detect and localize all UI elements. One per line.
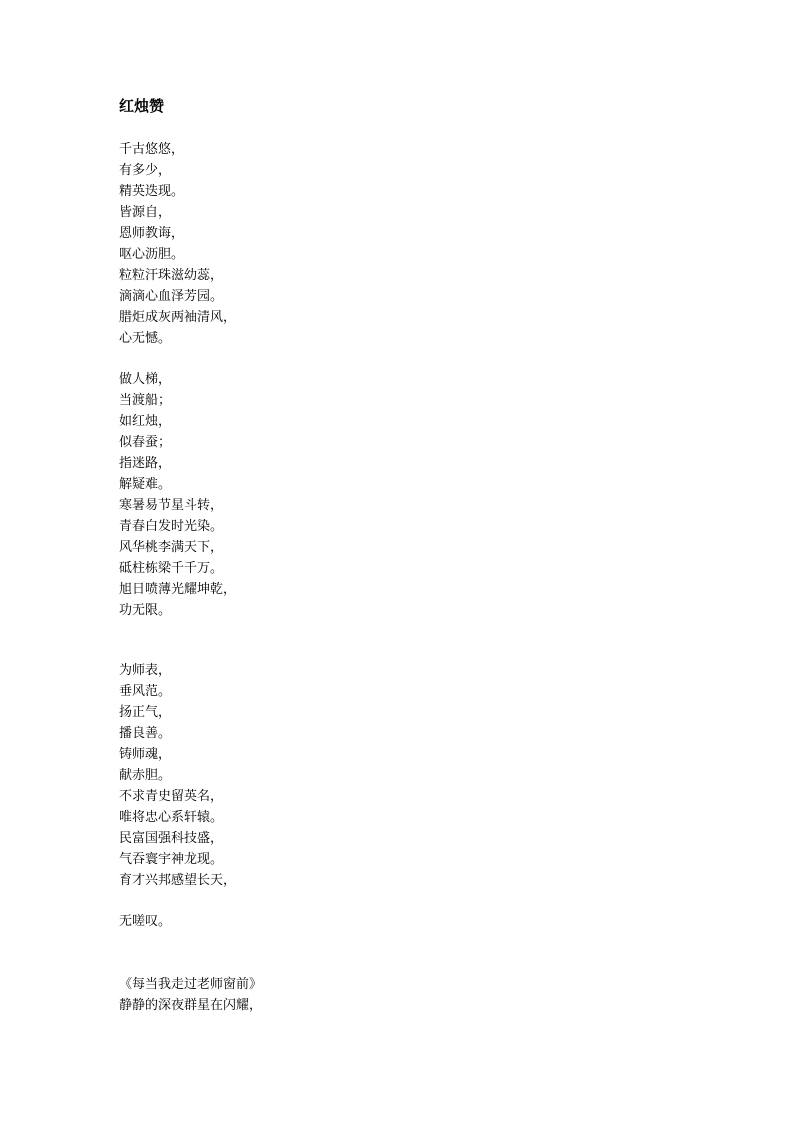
poem-line: 垂风范。 [119, 684, 172, 699]
poem-line: 风华桃李满天下， [119, 540, 224, 555]
poem-line: 唯将忠心系轩辕。 [119, 810, 224, 825]
poem-line: 功无限。 [119, 603, 172, 618]
poem-line: 做人梯， [119, 372, 172, 387]
poem-line: 如红烛， [119, 414, 172, 429]
poem-line: 千古悠悠， [119, 142, 185, 157]
poem-line: 民富国强科技盛， [119, 831, 224, 846]
poem-line: 皆源自， [119, 205, 172, 220]
poem-line: 青春白发时光染。 [119, 519, 224, 534]
poem-line: 腊炬成灰两袖清风， [119, 310, 237, 325]
poem-line: 当渡船； [119, 393, 172, 408]
poem-line: 精英迭现。 [119, 184, 185, 199]
poem-line: 气吞寰宇神龙现。 [119, 852, 224, 867]
poem-line: 粒粒汗珠滋幼蕊， [119, 268, 224, 283]
poem-line: 心无憾。 [119, 331, 172, 346]
poem-line: 静静的深夜群星在闪耀， [119, 998, 263, 1013]
poem-line: 寒暑易节星斗转， [119, 498, 224, 513]
poem-line: 有多少， [119, 163, 172, 178]
poem-line: 似春蚕； [119, 435, 172, 450]
poem-line: 无嗟叹。 [119, 914, 172, 929]
poem-line: 旭日喷薄光耀坤乾， [119, 582, 237, 597]
poem-line: 恩师教诲， [119, 226, 185, 241]
poem-line: 呕心沥胆。 [119, 247, 185, 262]
poem-title-secondary: 《每当我走过老师窗前》 [119, 977, 263, 992]
poem-line: 育才兴邦感望长天， [119, 873, 237, 888]
poem-line: 指迷路， [119, 456, 172, 471]
poem-line: 滴滴心血泽芳园。 [119, 289, 224, 304]
poem-line: 为师表， [119, 663, 172, 678]
poem-line: 铸师魂， [119, 747, 172, 762]
poem-line: 扬正气， [119, 705, 172, 720]
poem-line: 献赤胆。 [119, 768, 172, 783]
poem-line: 不求青史留英名， [119, 789, 224, 804]
poem-line: 砥柱栋梁千千万。 [119, 561, 224, 576]
poem-line: 解疑难。 [119, 477, 172, 492]
poem-title: 红烛赞 [119, 97, 165, 115]
poem-line: 播良善。 [119, 726, 172, 741]
